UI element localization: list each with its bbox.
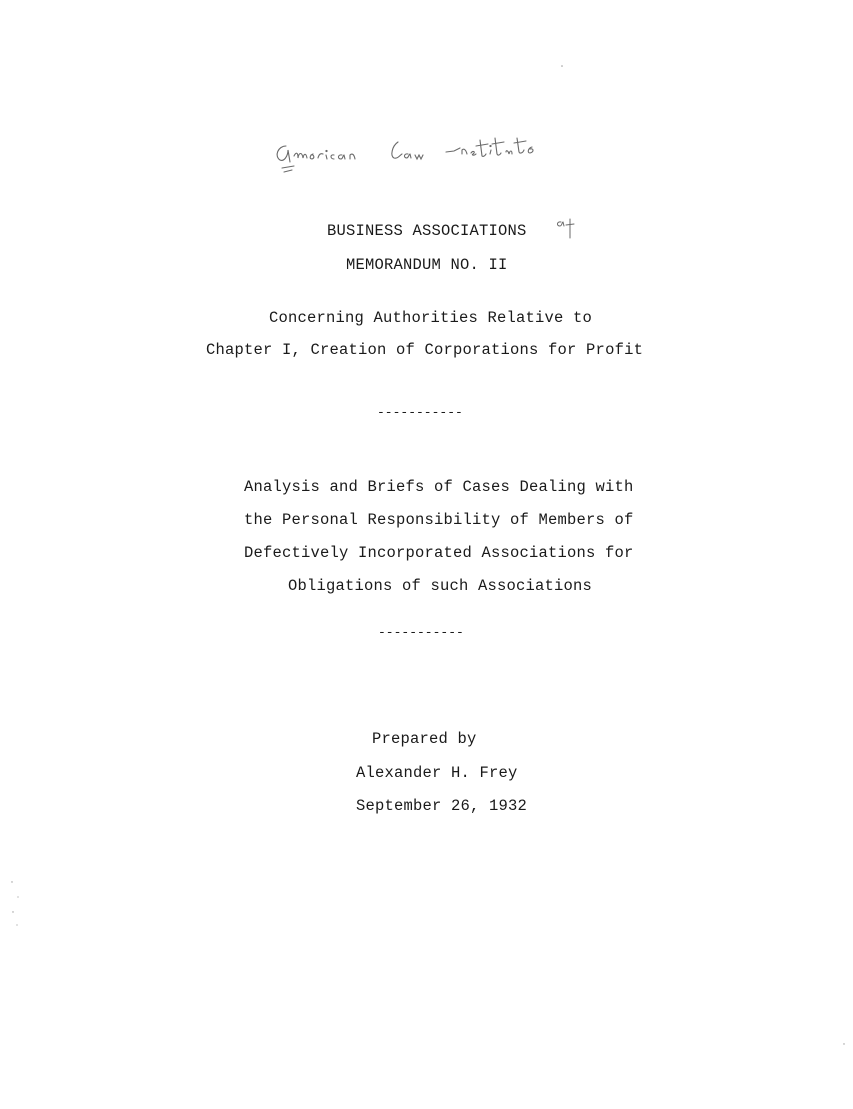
handwritten-note — [268, 128, 558, 188]
separator-2: ----------- — [378, 625, 464, 640]
prepared-date: September 26, 1932 — [356, 797, 528, 815]
subject-line-2: Chapter I, Creation of Corporations for Profit — [206, 341, 644, 359]
prepared-by-label: Prepared by — [372, 730, 477, 748]
memo-title: BUSINESS ASSOCIATIONS — [327, 222, 527, 240]
margin-annotation — [554, 216, 576, 240]
analysis-line-3: Defectively Incorporated Associations for — [244, 544, 634, 562]
analysis-line-1: Analysis and Briefs of Cases Dealing with — [244, 478, 634, 496]
author-name: Alexander H. Frey — [356, 764, 518, 782]
analysis-line-4: Obligations of such Associations — [288, 577, 593, 595]
memo-number: MEMORANDUM NO. II — [346, 256, 508, 274]
analysis-line-2: the Personal Responsibility of Members of — [244, 511, 634, 529]
separator-1: ----------- — [377, 405, 463, 420]
subject-line-1: Concerning Authorities Relative to — [269, 309, 593, 327]
